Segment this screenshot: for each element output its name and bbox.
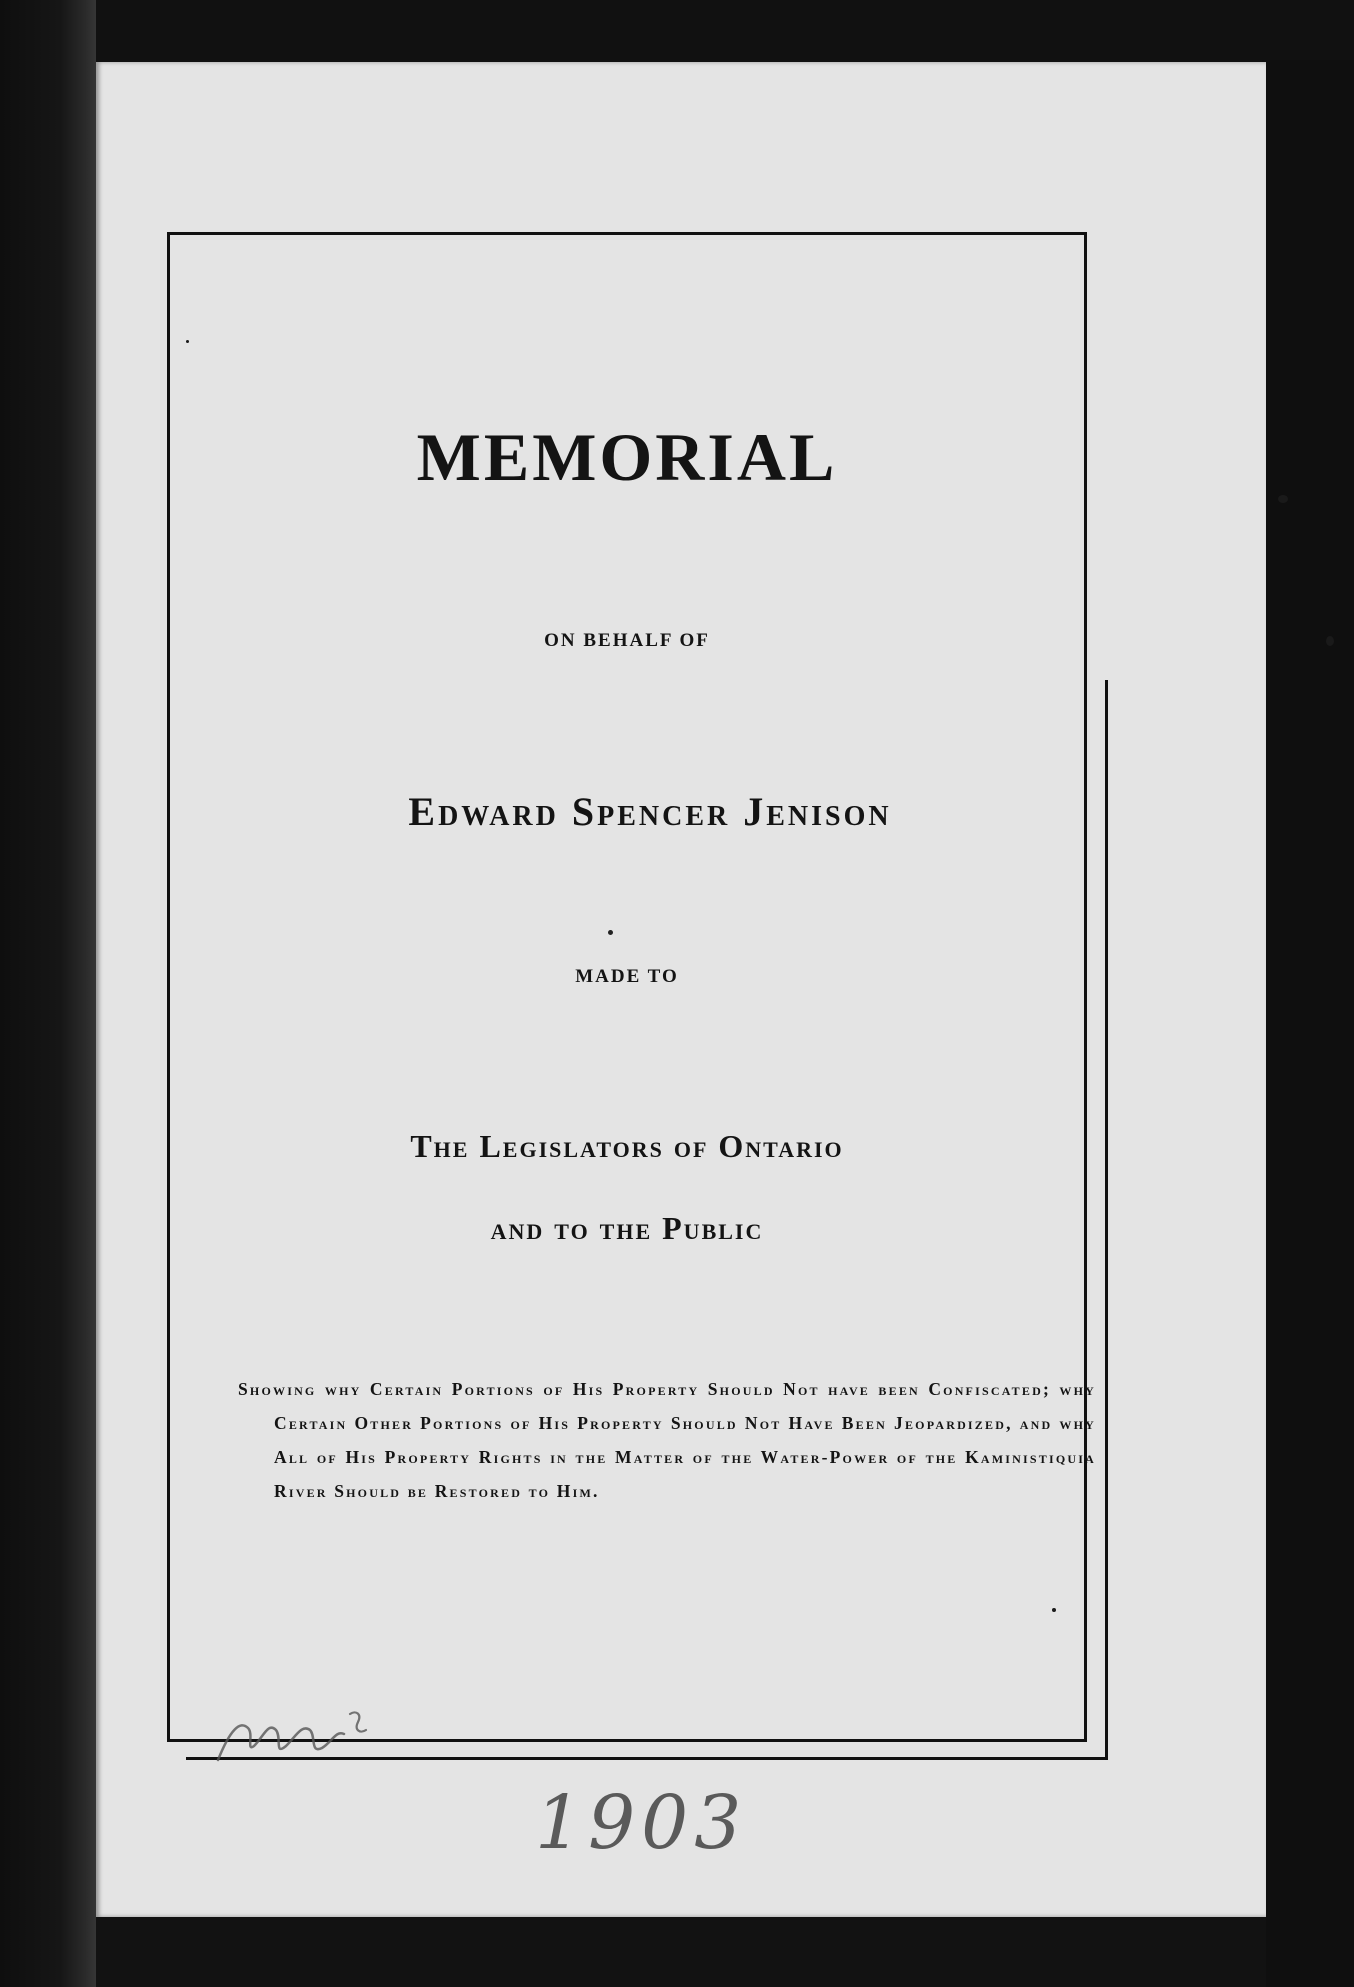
made-to-line: MADE TO [575, 966, 679, 987]
scan-speck [1278, 495, 1288, 503]
recipients-line-2: and to the Public [490, 1210, 764, 1246]
scan-right-margin [1262, 60, 1354, 1987]
petitioner-name: Edward Spencer Jenison [408, 789, 892, 834]
handwritten-year [535, 1780, 748, 1870]
scan-left-margin [0, 0, 100, 1987]
recipients-line-1: The Legislators of Ontario [410, 1128, 844, 1164]
on-behalf-of-line: ON BEHALF OF [544, 630, 710, 651]
scan-bottom-margin [96, 1917, 1266, 1987]
description-paragraph: Showing why Certain Portions of His Property Should Not have been Confiscated; why Certain Other Portions of His Property Should Not Have Been Jeopardized, and why All of His Property Rights in the Matter of the Water-Power of the Kaministiquia River Should be Restored to Him. [238, 1379, 1096, 1501]
document-title: MEMORIAL [416, 419, 838, 495]
ink-dot [608, 930, 613, 935]
scan-speck [1052, 1608, 1056, 1612]
handwritten-initials-mark [210, 1700, 380, 1770]
scan-top-margin [96, 0, 1354, 62]
scan-speck [1326, 636, 1334, 646]
handwritten-year-text: 1903 [535, 1780, 748, 1866]
scan-speck [186, 340, 189, 343]
